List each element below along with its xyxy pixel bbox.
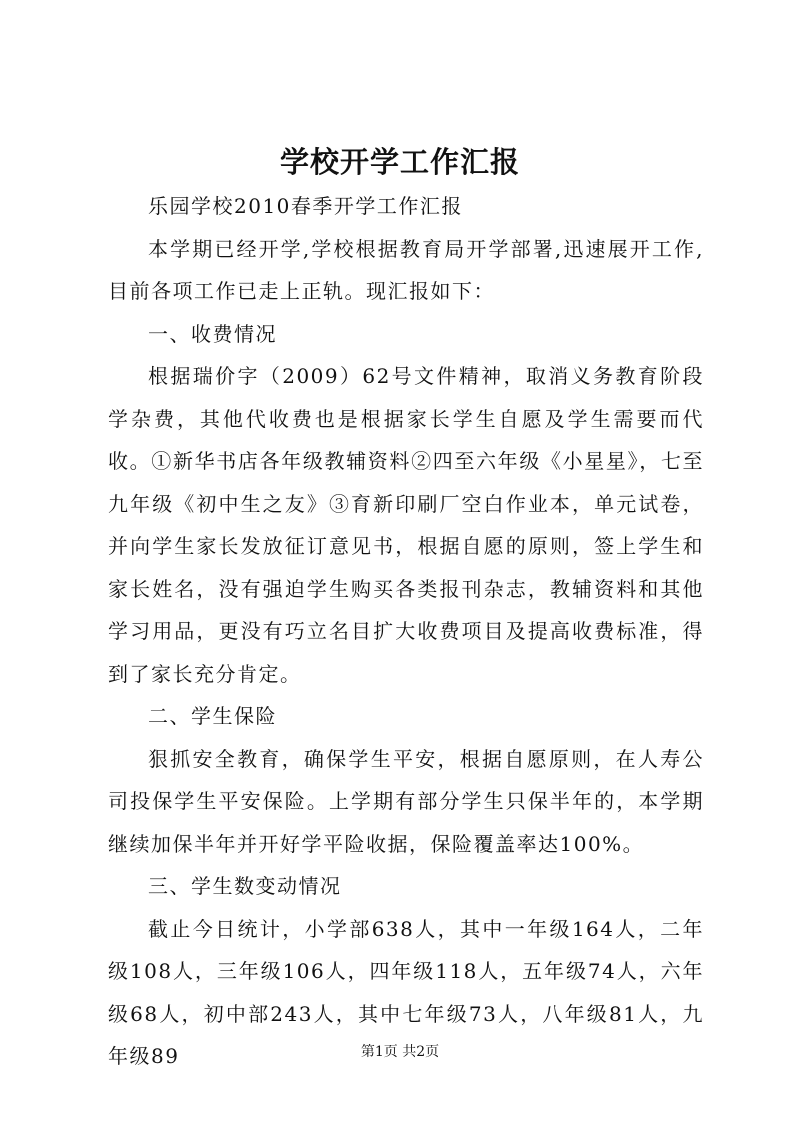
paragraph-insurance: 狠抓安全教育，确保学生平安，根据自愿原则，在人寿公司投保学生平安保险。上学期有部分学生只保半年的，本学期继续加保半年并开好学平险收据，保险覆盖率达100%。 <box>108 746 704 856</box>
paragraph-fees: 根据瑞价字（2009）62号文件精神，取消义务教育阶段学杂费，其他代收费也是根据家长学生自愿及学生需要而代收。①新华书店各年级教辅资料②四至六年级《小星星》，七至九年级《初中生之友》③育新印刷厂空白作业本，单元试卷，并向学生家长发放征订意见书，根据自愿的原则，签上学生和家长姓名，没有强迫学生购买各类报刊杂志，教辅资料和其他学习用品，更没有巧立名目扩大收费项目及提高收费标准，得到了家长充分肯定。 <box>108 364 704 686</box>
paragraph-intro: 本学期已经开学,学校根据教育局开学部署,迅速展开工作,目前各项工作已走上正轨。现汇报如下： <box>108 236 704 303</box>
document-title: 学校开学工作汇报 <box>279 145 520 179</box>
paragraph-enrollment: 截止今日统计，小学部638人，其中一年级164人，二年级108人，三年级106人，四年级118人，五年级74人，六年级68人，初中部243人，其中七年级73人，八年级81人，九年级89 <box>108 916 704 1068</box>
document-body <box>108 185 704 1078</box>
section-heading-fees: 一、收费情况 <box>148 321 277 346</box>
page-number-footer: 第1页 共2页 <box>360 1044 440 1060</box>
section-heading-insurance: 二、学生保险 <box>148 704 277 728</box>
paragraph-subtitle: 乐园学校2010春季开学工作汇报 <box>148 194 463 218</box>
section-heading-enrollment: 三、学生数变动情况 <box>148 874 342 898</box>
